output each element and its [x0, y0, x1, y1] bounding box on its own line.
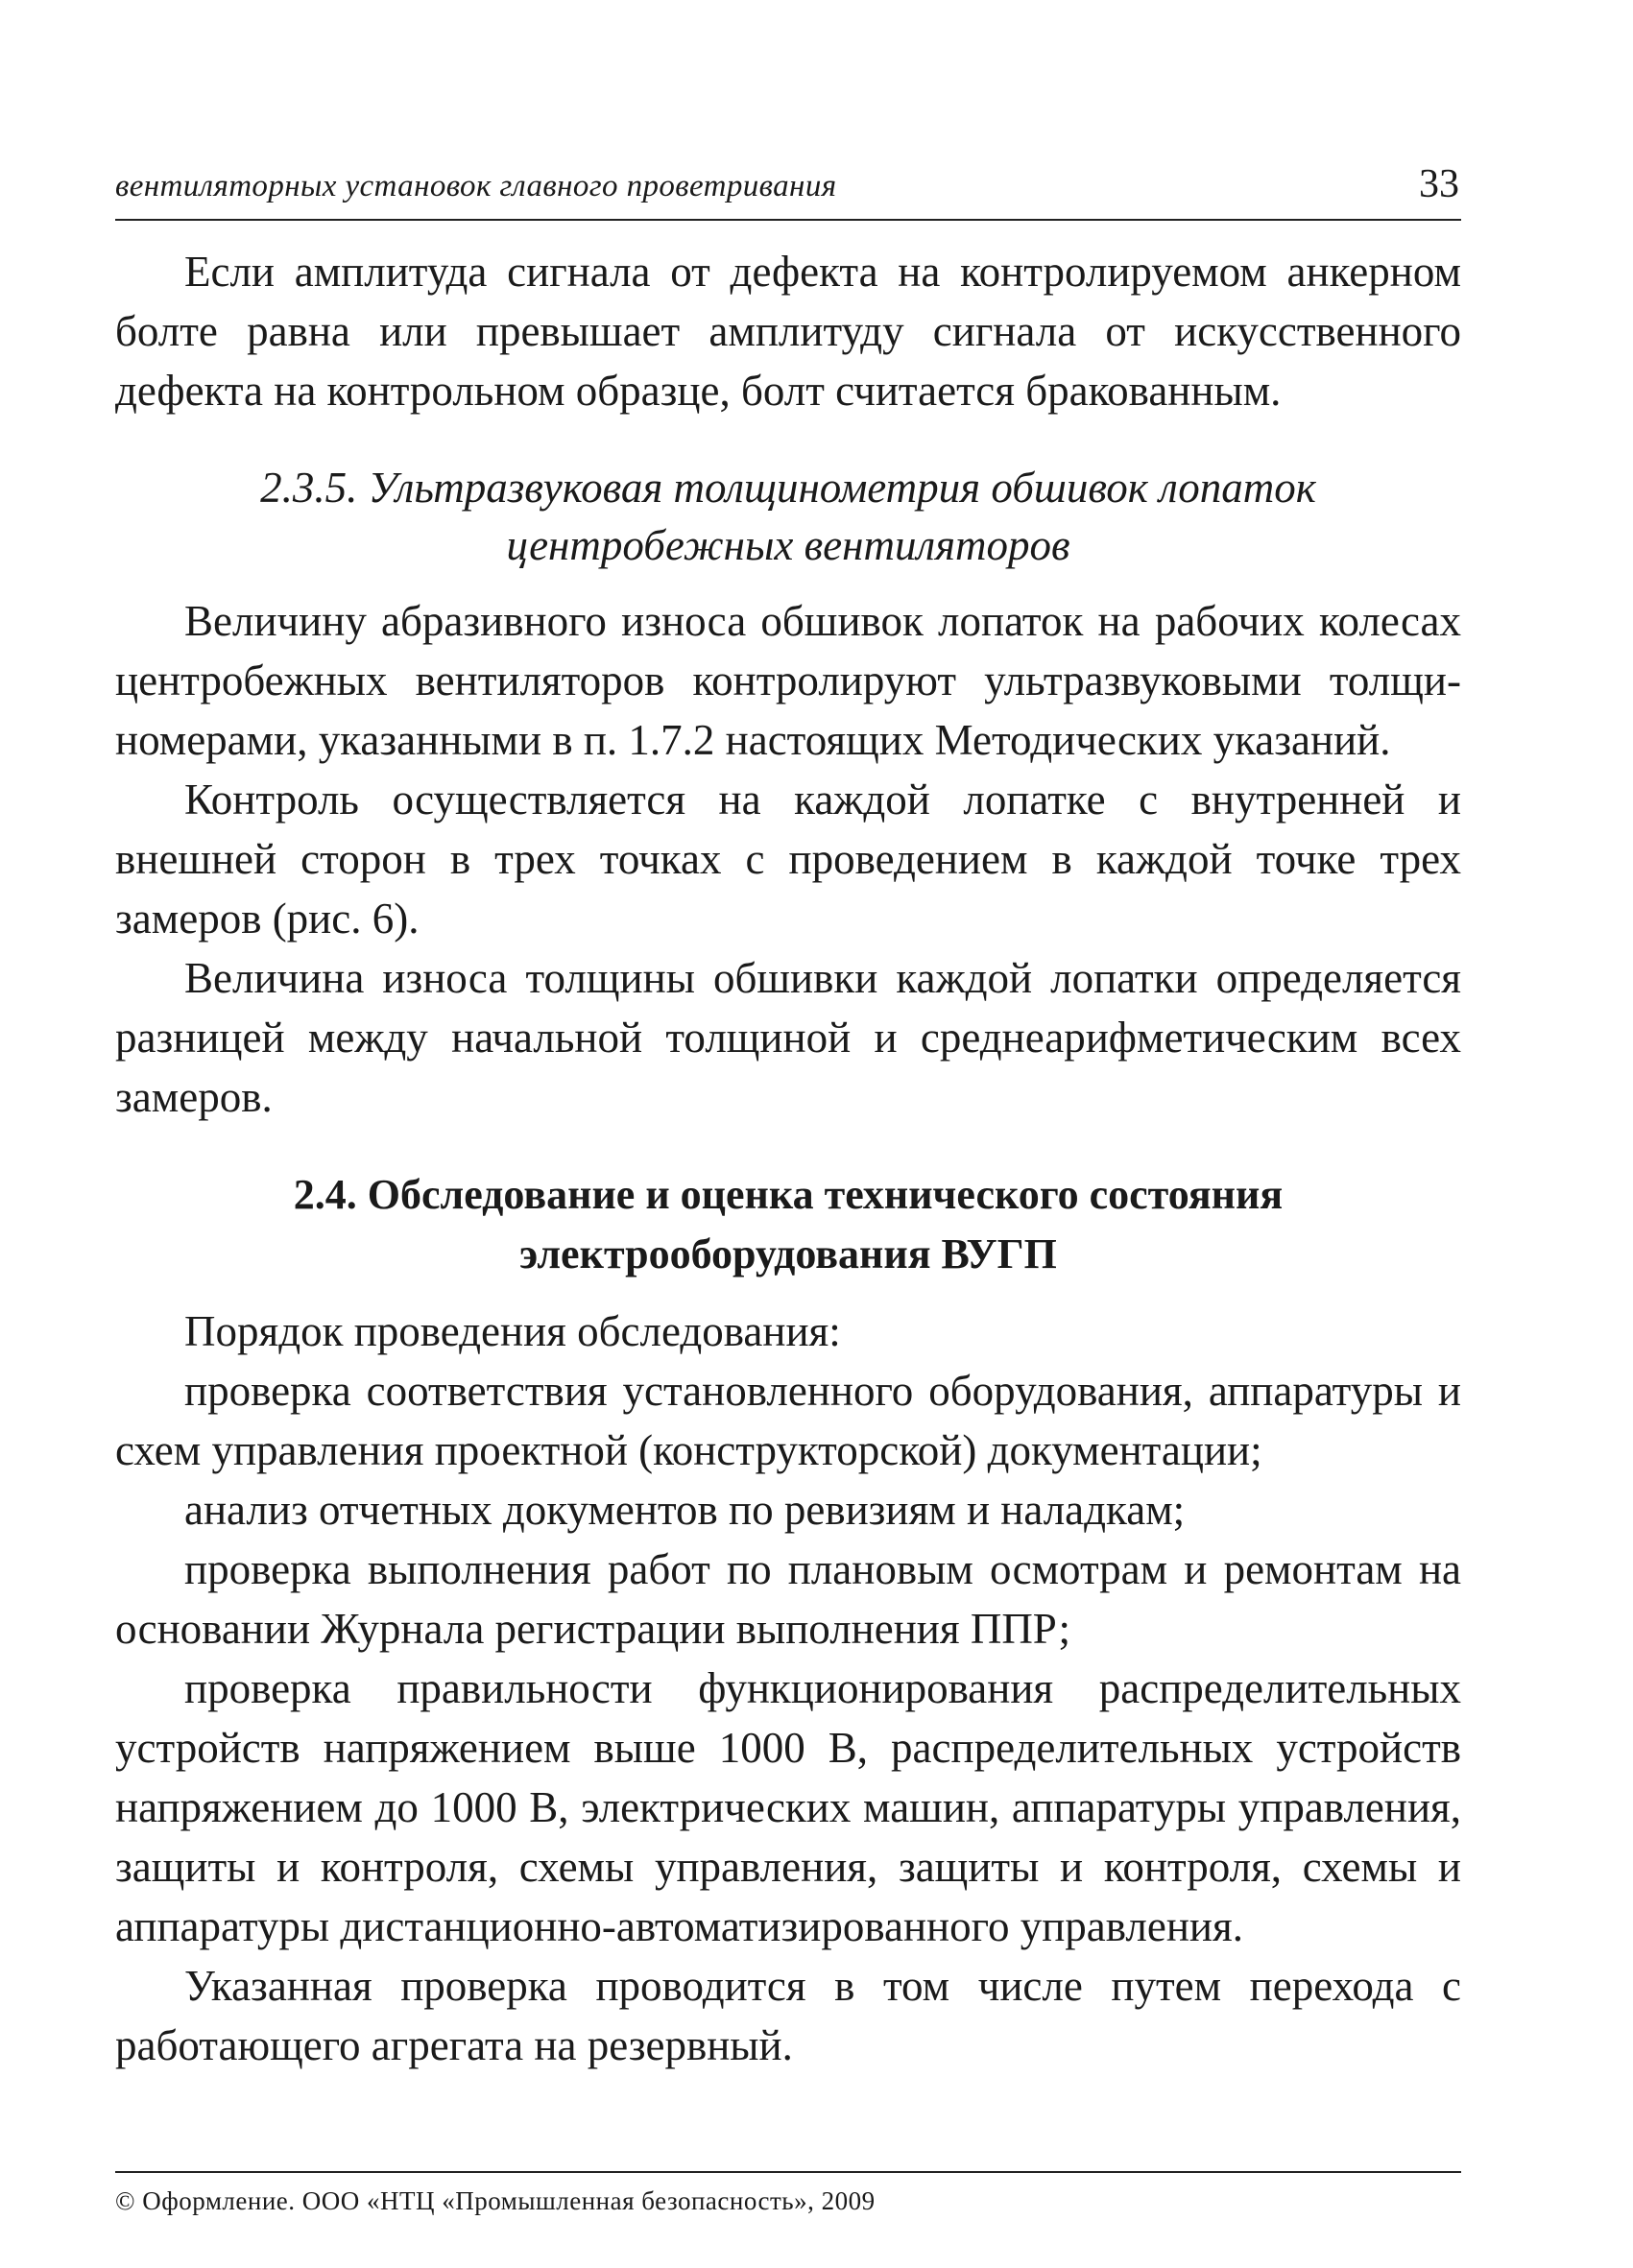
document-page: [115, 0, 1461, 2268]
list-item: проверка выполнения работ по плановым осмотрам и ремонтам на основании Журнала регистрации выполнения ППР;: [115, 1545, 1461, 1653]
paragraph-control-points: Контроль осуществляется на каждой лопатке с внутренней и внешней сторон в трех точках с проведением в каждой точке трех замеров (рис. 6).: [115, 776, 1461, 943]
section-title-line-2: электрооборудования ВУГП: [519, 1230, 1057, 1277]
list-item: анализ отчетных документов по ревизиям и наладкам;: [184, 1486, 1186, 1534]
section-title: [115, 1165, 1461, 1284]
running-header: [115, 161, 1461, 221]
subsection-title: [115, 459, 1461, 574]
paragraph-procedure-intro: Порядок проведения обследования:: [184, 1307, 841, 1355]
subsection-title-line-2: центробежных вентиляторов: [506, 521, 1070, 569]
paragraph-reserve-switch: Указанная проверка проводится в том числе путем перехода с работающего агрегата на резервный.: [115, 1962, 1461, 2069]
section-title-line-1: 2.4. Обследование и оценка технического состояния: [293, 1171, 1284, 1218]
body-text: [115, 242, 1461, 2075]
list-item: проверка соответствия установленного оборудования, аппаратуры и схем управления проектной (конструкторской) документации;: [115, 1367, 1461, 1474]
running-title: вентиляторных установок главного проветривания: [115, 169, 837, 203]
page-number: 33: [1419, 162, 1459, 206]
paragraph-wear-measurement: Величину абразивного износа обшивок лопаток на рабочих колесах центробежных вентиляторов контролируют ультразвуковыми толщиномерами, указанными в п. 1.7.2 настоящих Методических указаний.: [115, 597, 1461, 764]
paragraph-rejection-criterion: Если амплитуда сигнала от дефекта на контролируемом анкерном болте равна или превышает амплитуду сигнала от искусственного дефекта на контрольном образце, болт считается бракованным.: [115, 248, 1461, 415]
footer-divider: [115, 2171, 1461, 2173]
copyright-note: © Оформление. ООО «НТЦ «Промышленная безопасность», 2009: [115, 2186, 876, 2215]
subsection-title-line-1: 2.3.5. Ультразвуковая толщинометрия обшивок лопаток: [260, 464, 1316, 512]
list-item: проверка правильности функционирования распределительных устройств напряжением выше 1000 В, распределительных устройств напряжением до 1000 В, электрических машин, аппаратуры управления, защиты и контроля, схемы управления, защиты и контроля, схемы и аппаратуры дистанционно-автоматизированного управления.: [115, 1664, 1461, 1950]
paragraph-wear-calculation: Величина износа толщины обшивки каждой лопатки определяется разницей между начальной толщиной и среднеарифметическим всех замеров.: [115, 954, 1461, 1121]
